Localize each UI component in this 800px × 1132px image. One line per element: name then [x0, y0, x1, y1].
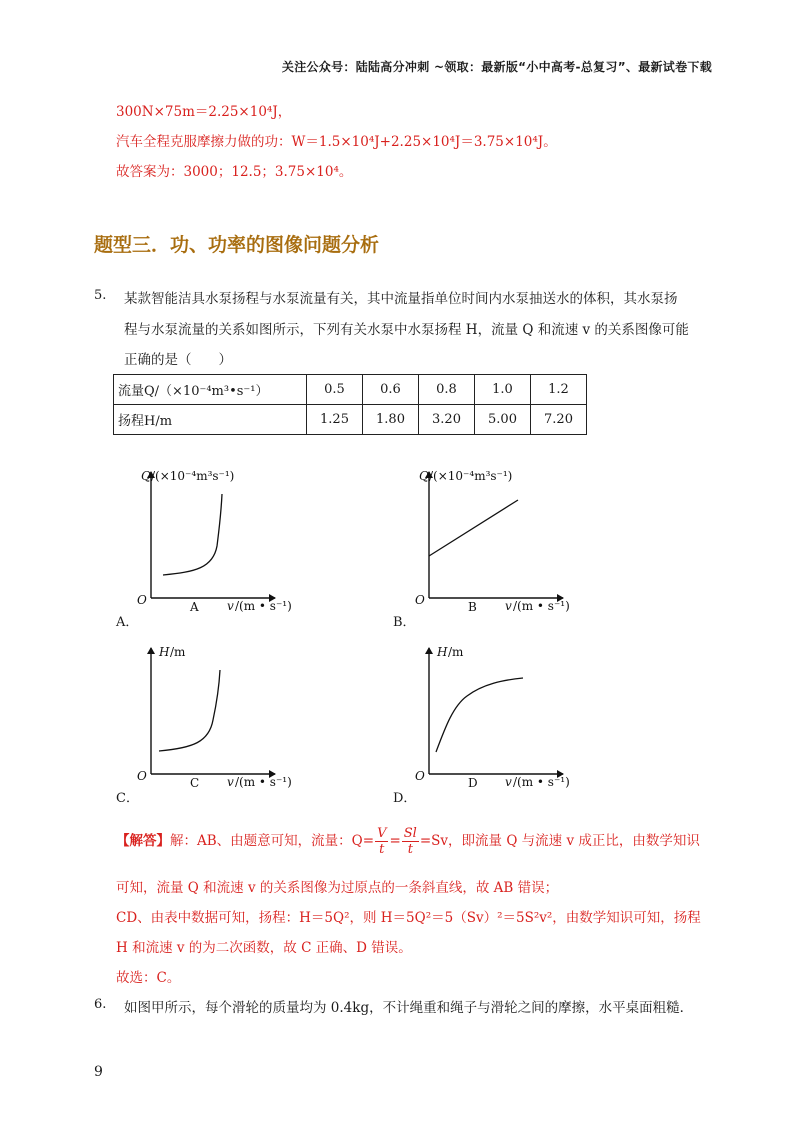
table-cell: 0.6: [363, 375, 419, 405]
line-b: [429, 500, 518, 556]
x-axis-var: v: [227, 775, 234, 789]
y-axis-var: Q: [419, 469, 429, 483]
curve-c: [159, 670, 220, 751]
fraction-v-over-t: [375, 826, 388, 857]
answer-tag: 【解答】: [116, 833, 170, 849]
table-cell: 1.2: [531, 375, 587, 405]
graph-letter: C: [190, 776, 200, 790]
table-row: [114, 405, 587, 435]
y-axis-unit: /m: [448, 645, 464, 659]
data-table: [113, 374, 587, 435]
fraction-numerator: V: [377, 826, 387, 841]
answer-line-5: 故选：C。: [116, 970, 181, 986]
x-axis-unit: /(m • s⁻¹): [235, 599, 292, 613]
equals-sign: =: [389, 833, 401, 849]
x-axis-var: v: [227, 599, 234, 613]
question-5-stem-line-3: 正确的是（ ）: [124, 352, 232, 368]
table-cell: 7.20: [531, 405, 587, 435]
table-row-label: 流量Q/（×10⁻⁴m³•s⁻¹）: [114, 375, 307, 405]
prev-solution-line-1: 300N×75m＝2.25×10⁴J，: [116, 104, 292, 120]
origin-label: O: [137, 593, 147, 607]
graph-c: [115, 636, 315, 790]
section-title: 题型三．功、功率的图像问题分析: [94, 234, 380, 256]
question-5-number: 5.: [94, 288, 107, 303]
page-number: 9: [94, 1064, 103, 1080]
curve-d: [436, 678, 523, 752]
prev-solution-line-2: 汽车全程克服摩擦力做的功：W＝1.5×10⁴J+2.25×10⁴J＝3.75×10⁴J。: [116, 134, 557, 150]
question-6-stem-line-1: 如图甲所示，每个滑轮的质量均为 0.4kg，不计绳重和绳子与滑轮之间的摩擦，水平桌面粗糙．: [124, 1000, 694, 1016]
table-cell: 3.20: [419, 405, 475, 435]
table-row: [114, 375, 587, 405]
table-cell: 0.5: [307, 375, 363, 405]
graph-a: [115, 460, 315, 614]
origin-label: O: [415, 593, 425, 607]
table-row-label: 扬程H/m: [114, 405, 307, 435]
graph-d: [393, 636, 593, 790]
y-axis-unit: /(×10⁻⁴m³s⁻¹): [429, 469, 513, 483]
option-b[interactable]: B．: [393, 615, 416, 630]
x-axis-unit: /(m • s⁻¹): [513, 775, 570, 789]
option-a[interactable]: A．: [116, 615, 139, 630]
y-axis-var: Q: [141, 469, 151, 483]
fraction-denominator: t: [407, 842, 413, 857]
graph-letter: B: [468, 600, 477, 614]
y-axis-var: H: [437, 645, 448, 659]
curve-a: [163, 494, 222, 575]
graph-letter: D: [468, 776, 478, 790]
fraction-denominator: t: [379, 842, 385, 857]
answer-text-1a: 解：AB、由题意可知，流量：Q=: [170, 833, 375, 849]
x-axis-var: v: [505, 599, 512, 613]
table-cell: 1.25: [307, 405, 363, 435]
answer-text-1b: =Sv，即流量 Q 与流速 v 成正比，由数学知识: [419, 833, 700, 849]
y-axis-unit: /(×10⁻⁴m³s⁻¹): [151, 469, 235, 483]
answer-line-4: H 和流速 v 的为二次函数，故 C 正确、D 错误。: [116, 940, 412, 956]
question-6-number: 6.: [94, 997, 107, 1012]
page-header: 关注公众号：陆陆高分冲刺 ~领取：最新版“小中高考-总复习”、最新试卷下载: [281, 60, 712, 74]
x-axis-unit: /(m • s⁻¹): [235, 775, 292, 789]
option-d[interactable]: D．: [393, 791, 417, 806]
answer-line-2: 可知，流量 Q 和流速 v 的关系图像为过原点的一条斜直线，故 AB 错误；: [116, 880, 559, 896]
fraction-numerator: Sl: [403, 826, 417, 841]
fraction-sl-over-t: [402, 826, 419, 857]
x-axis-unit: /(m • s⁻¹): [513, 599, 570, 613]
x-axis-var: v: [505, 775, 512, 789]
prev-solution-line-3: 故答案为：3000；12.5；3.75×10⁴。: [116, 164, 353, 180]
y-axis-unit: /m: [170, 645, 186, 659]
table-cell: 1.0: [475, 375, 531, 405]
question-5-stem-line-2: 程与水泵流量的关系如图所示，下列有关水泵中水泵扬程 H，流量 Q 和流速 v 的关系图像可能: [124, 322, 689, 338]
option-c[interactable]: C．: [116, 791, 139, 806]
graph-b: [393, 460, 593, 614]
origin-label: O: [137, 769, 147, 783]
table-cell: 5.00: [475, 405, 531, 435]
answer-line-1: [116, 826, 700, 857]
answer-line-3: CD、由表中数据可知，扬程：H＝5Q²，则 H＝5Q²＝5（Sv）²＝5S²v²，由数学知识可知，扬程: [116, 910, 701, 926]
table-cell: 1.80: [363, 405, 419, 435]
origin-label: O: [415, 769, 425, 783]
question-5-stem-line-1: 某款智能洁具水泵扬程与水泵流量有关，其中流量指单位时间内水泵抽送水的体积，其水泵扬: [124, 291, 678, 307]
table-cell: 0.8: [419, 375, 475, 405]
y-axis-var: H: [159, 645, 170, 659]
graph-letter: A: [190, 600, 199, 614]
